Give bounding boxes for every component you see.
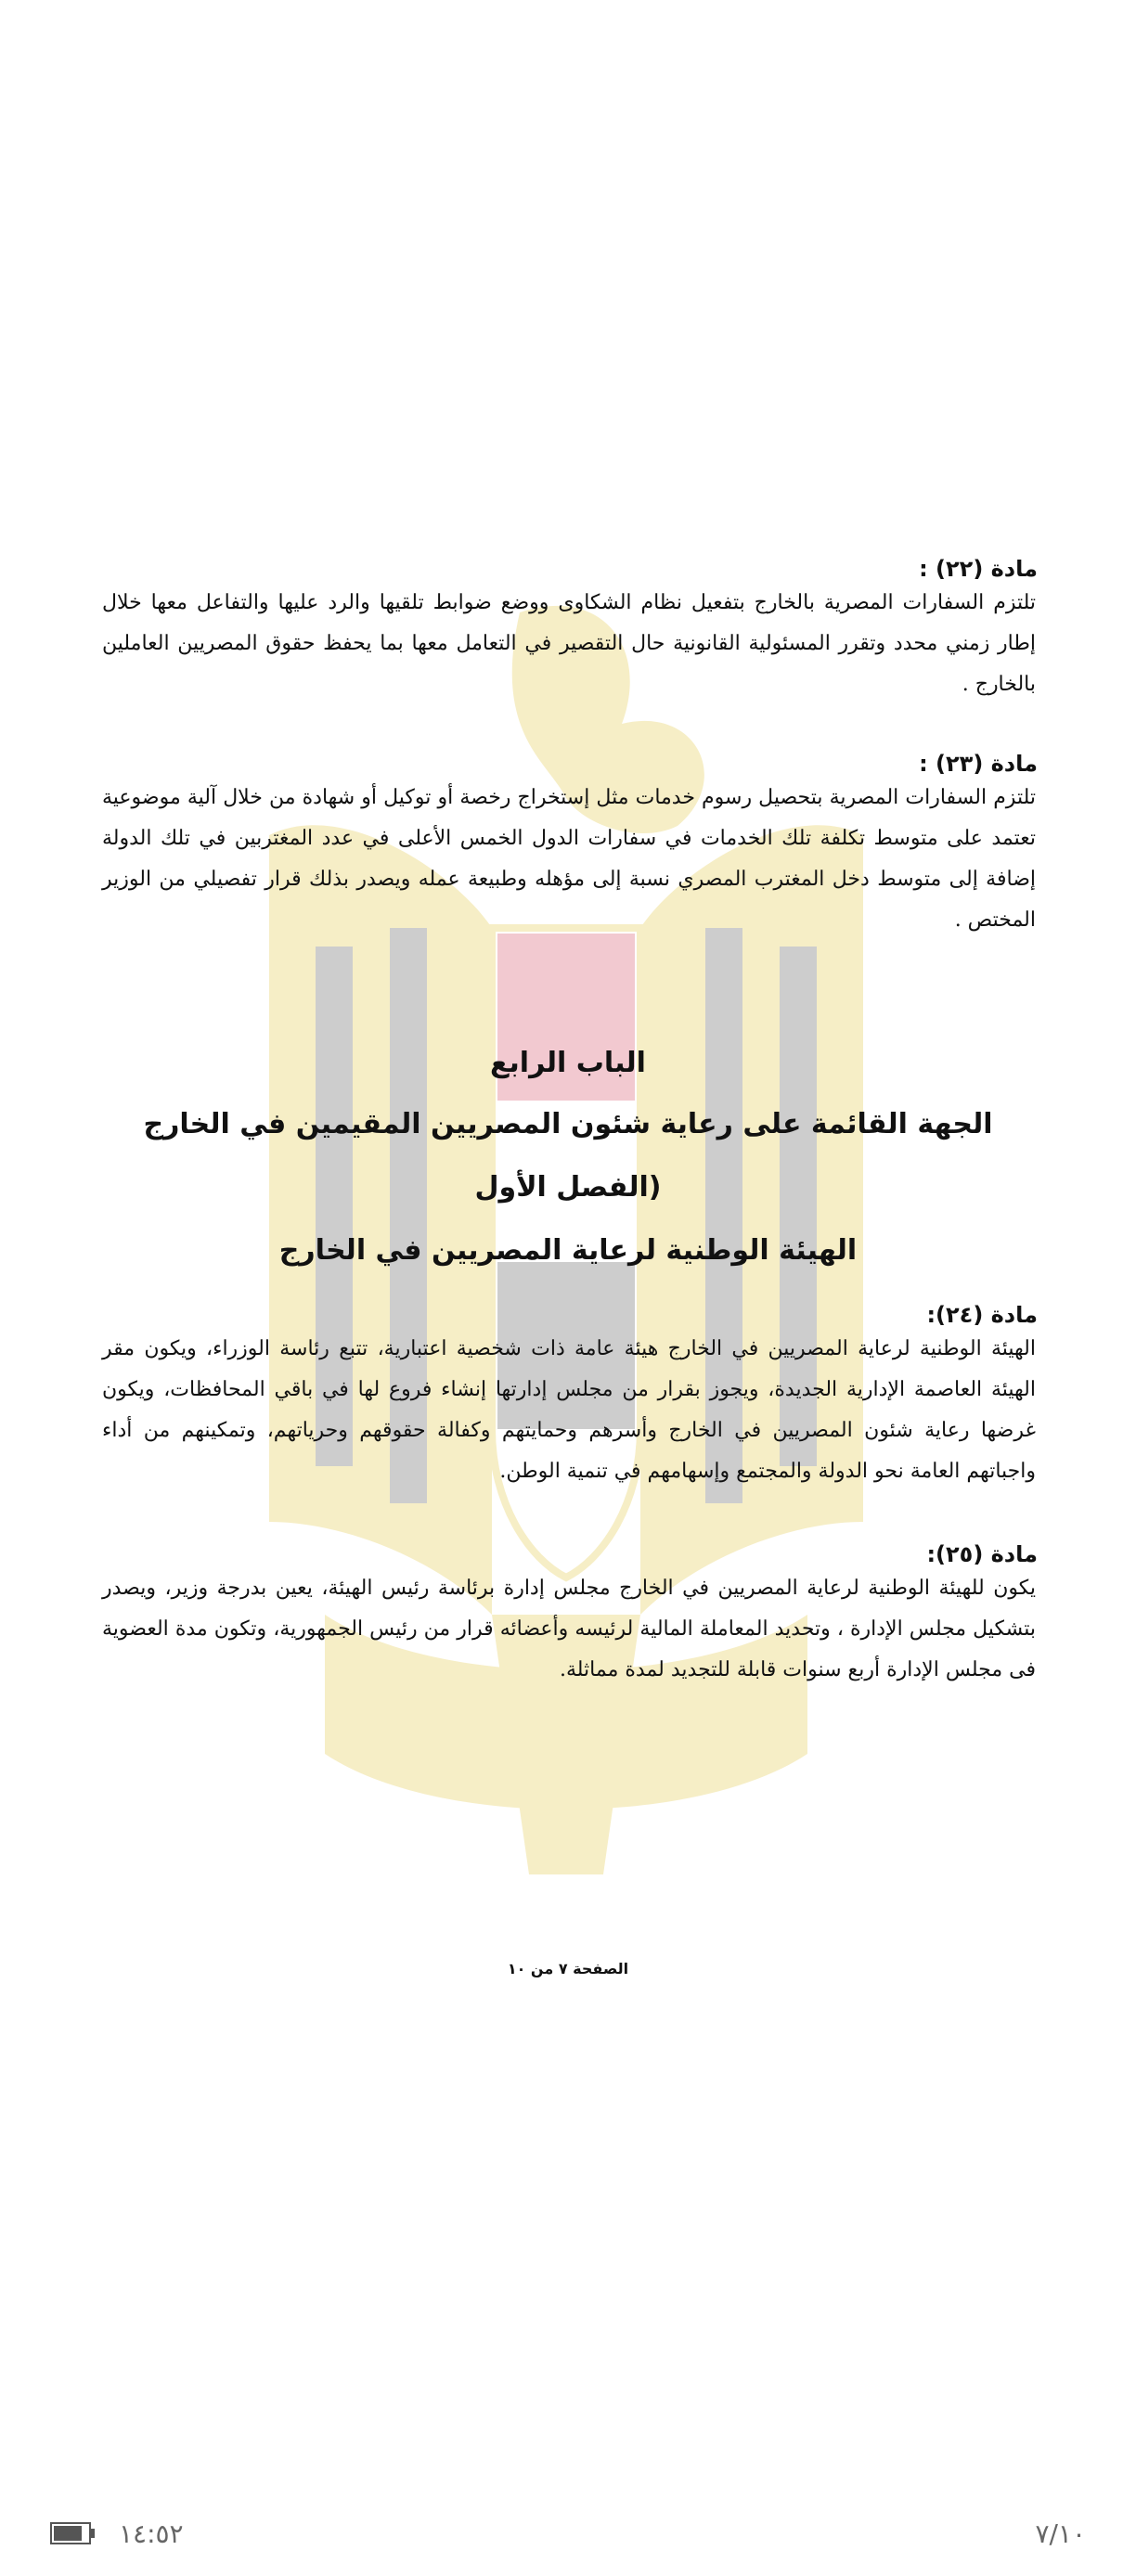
page-counter[interactable]: ٧/١٠ (1035, 2518, 1086, 2549)
battery-tip-icon (91, 2529, 95, 2538)
article-25-heading: مادة (٢٥): (926, 1541, 1038, 1567)
article-25-body: يكون للهيئة الوطنية لرعاية المصريين في الخارج مجلس إدارة برئاسة رئيس الهيئة، يعين بدرجة وزير، ويصدر بتشكيل مجلس الإدارة ، وتحديد المعاملة المالية لرئيسه وأعضائه قرار من رئيس الجمهورية، وتكون مدة العضوية فى مجلس الإدارة أربع سنوات قابلة للتجديد لمدة مماثلة. (102, 1577, 1036, 1681)
status-bar (0, 2505, 1136, 2561)
article-24-heading: مادة (٢٤): (926, 1302, 1038, 1328)
part-title: الجهة القائمة على رعاية شئون المصريين المقيمين في الخارج (143, 1108, 993, 1140)
page-number-footer: الصفحة ٧ من ١٠ (507, 1960, 629, 1977)
article-23-heading: مادة (٢٣) : (919, 751, 1038, 777)
battery-level-fill (54, 2526, 82, 2541)
article-24-body: الهيئة الوطنية لرعاية المصريين في الخارج هيئة عامة ذات شخصية اعتبارية، تتبع رئاسة الوزراء، ويكون مقر الهيئة العاصمة الإدارية الجديدة، ويجوز بقرار من مجلس إدارتها إنشاء فروع لها في باقي المحافظات، ويكون غرضها رعاية شئون المصريين في الخارج وأسرهم وحمايتهم وكفالة حقوقهم وحرياتهم، وتمكينهم من أداء واجباتهم العامة نحو الدولة والمجتمع وإسهامهم في تنمية الوطن. (102, 1337, 1036, 1483)
section-title: الهيئة الوطنية لرعاية المصريين في الخارج (278, 1234, 858, 1267)
clock: ١٤:٥٢ (119, 2518, 184, 2549)
battery-icon (50, 2522, 91, 2544)
article-23-body: تلتزم السفارات المصرية بتحصيل رسوم خدمات مثل إستخراج رخصة أو توكيل أو شهادة من خلال آلية موضوعية تعتمد على متوسط تكلفة تلك الخدمات في سفارات الدول الخمس الأعلى في عدد المغتربين في تلك الدولة إضافة إلى متوسط دخل المغترب المصري نسبة إلى مؤهله وطبيعة عمله ويصدر بذلك قرار تفصيلي من الوزير المختص . (102, 786, 1036, 932)
section-heading: (الفصل الأول (474, 1171, 662, 1204)
article-22-heading: مادة (٢٢) : (919, 556, 1038, 582)
article-22-body: تلتزم السفارات المصرية بالخارج بتفعيل نظام الشكاوى ووضع ضوابط تلقيها والرد عليها والتفاعل معها خلال إطار زمني محدد وتقرر المسئولية القانونية حال التقصير في التعامل معها بما يحفظ حقوق المصريين العاملين بالخارج . (102, 591, 1036, 696)
part-heading: الباب الرابع (490, 1047, 646, 1079)
